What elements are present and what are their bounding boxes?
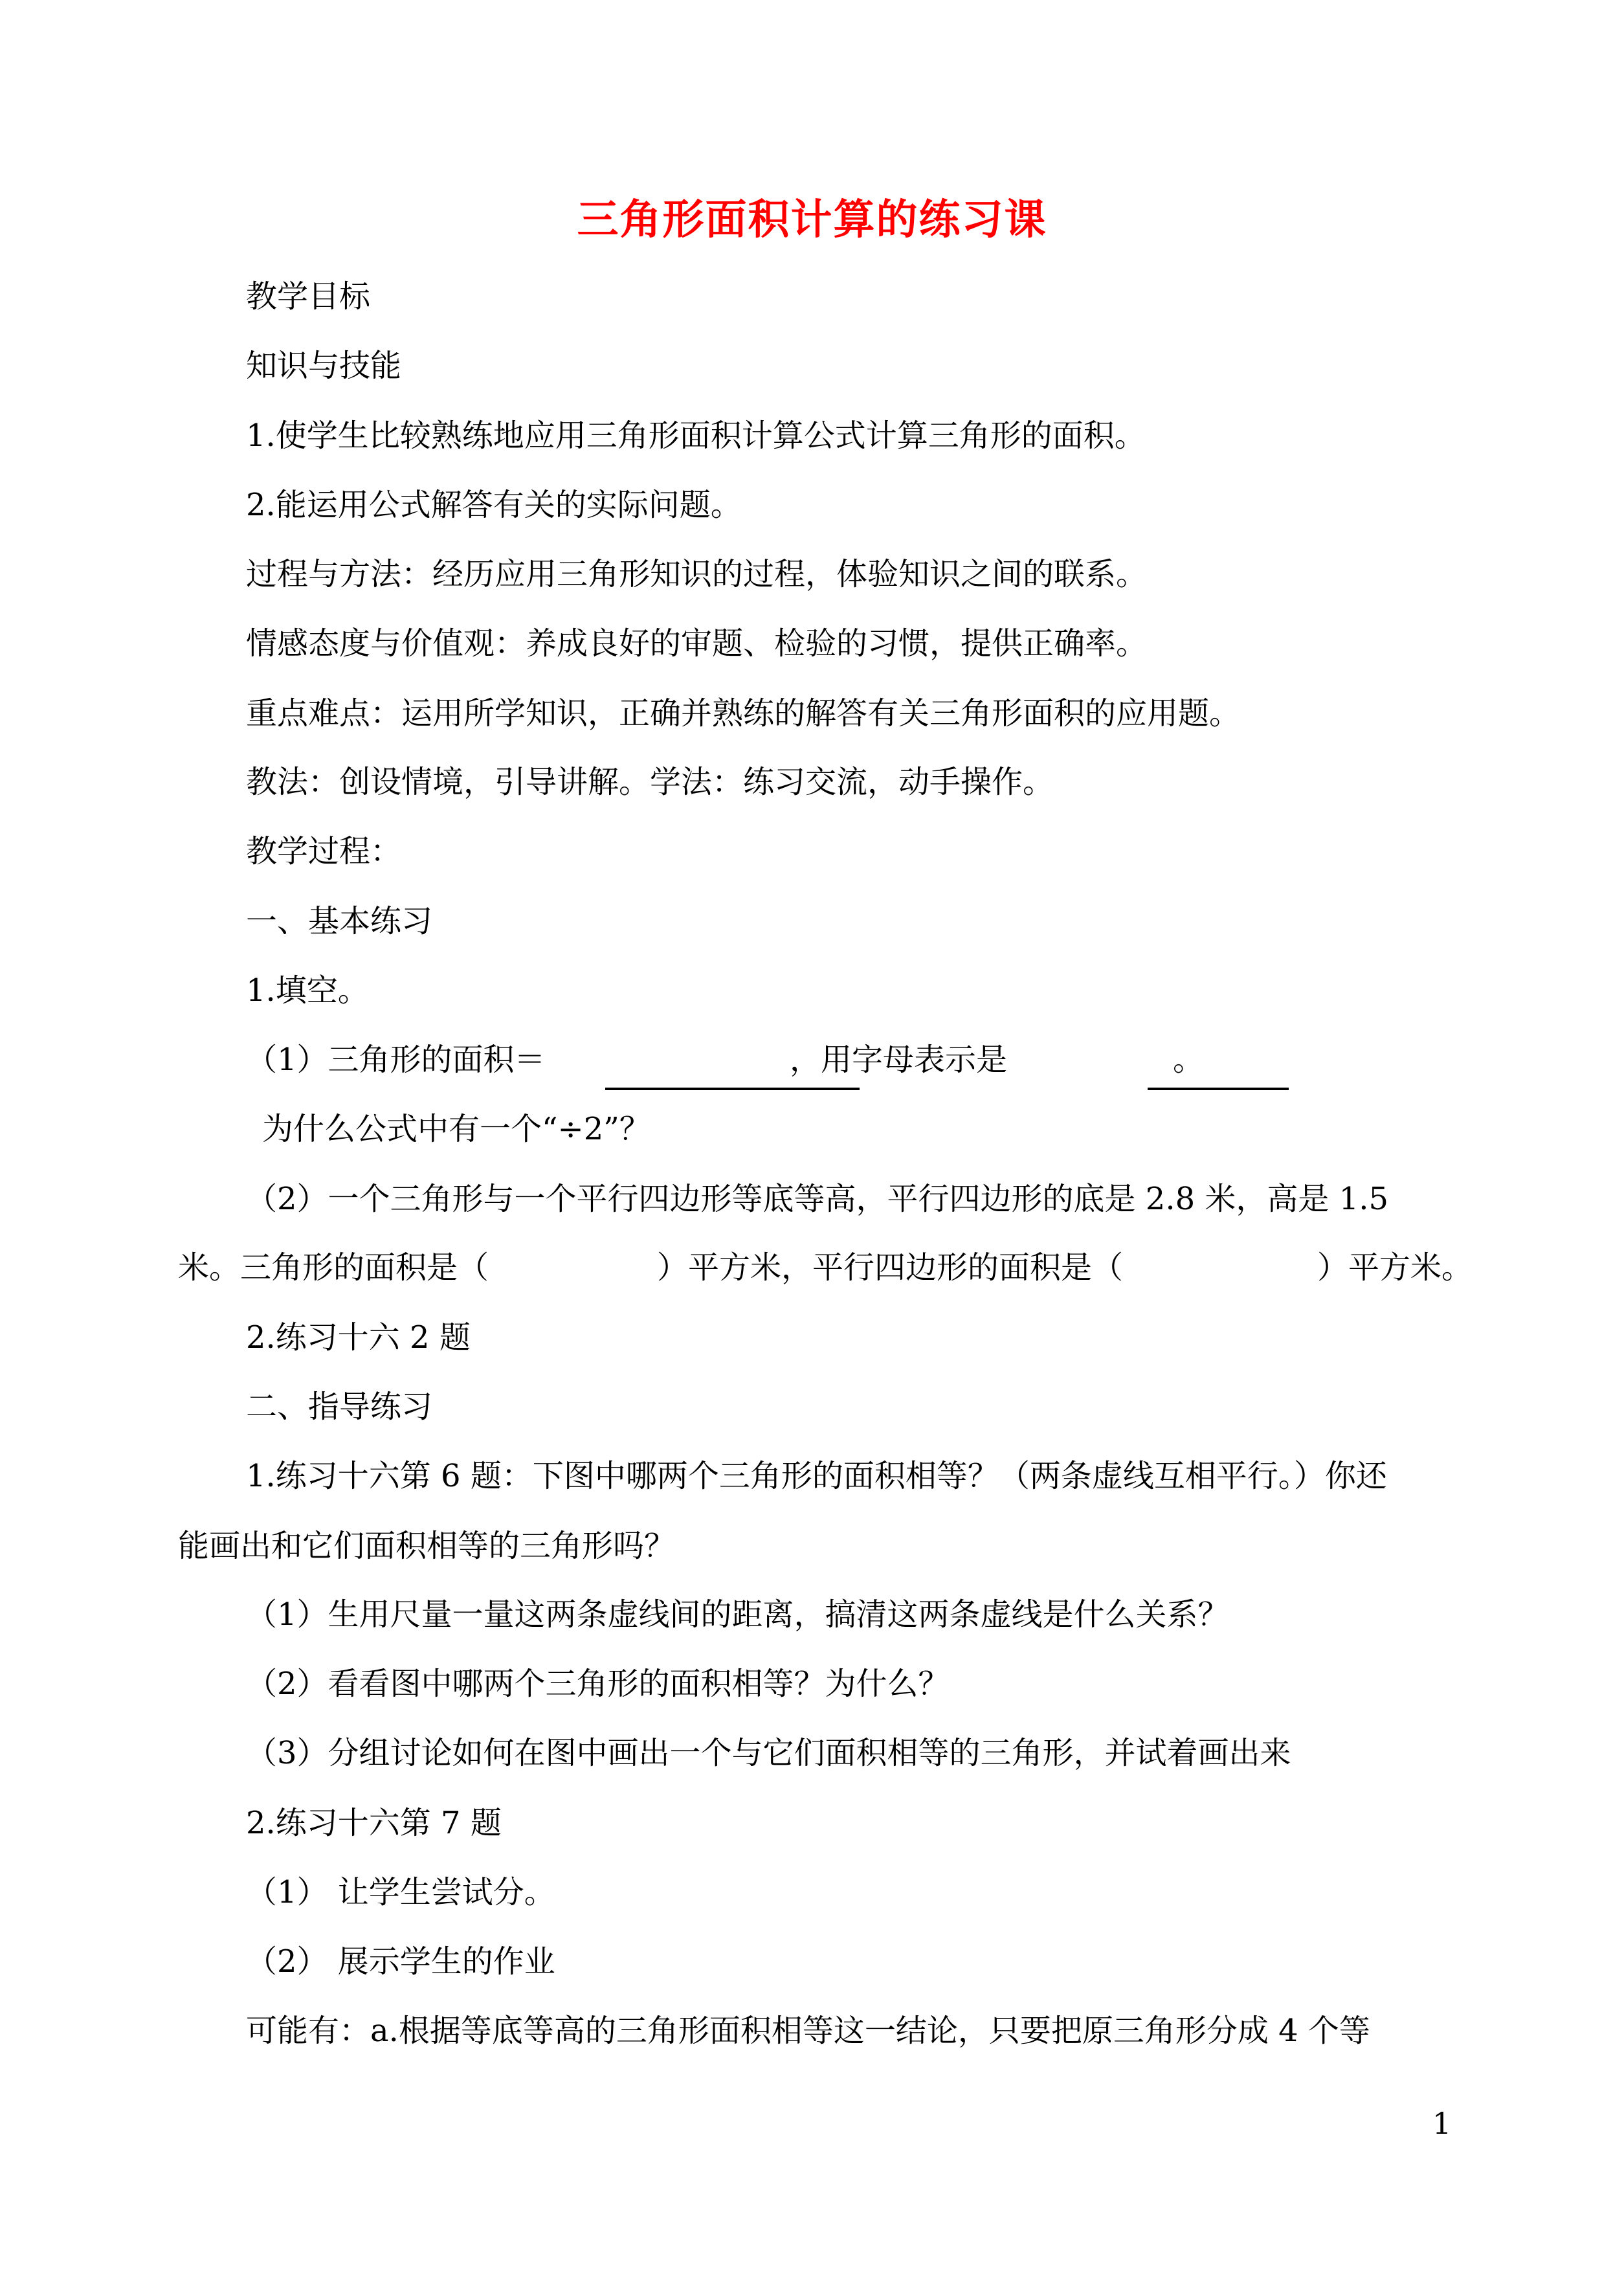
text-line: 知识与技能 <box>246 348 402 384</box>
section-heading: 一、基本练习 <box>246 903 433 939</box>
text-line: ）平方米，平行四边形的面积是（ <box>657 1249 1124 1286</box>
text-line: ，用字母表示是 <box>790 1042 1008 1078</box>
text-line: 1.练习十六第 6 题：下图中哪两个三角形的面积相等？（两条虚线互相平行。）你还 <box>246 1458 1387 1494</box>
text-line: 1.填空。 <box>246 972 369 1009</box>
text-line: 过程与方法：经历应用三角形知识的过程，体验知识之间的联系。 <box>246 556 1148 592</box>
text-line: 可能有：a.根据等底等高的三角形面积相等这一结论，只要把原三角形分成 4 个等 <box>246 2013 1370 2049</box>
text-line: 1.使学生比较熟练地应用三角形面积计算公式计算三角形的面积。 <box>246 418 1146 454</box>
fill-blank-question: （1）三角形的面积＝ <box>246 1042 546 1078</box>
text-line: 教法：创设情境，引导讲解。学法：练习交流，动手操作。 <box>246 764 1054 800</box>
text-line: （2）一个三角形与一个平行四边形等底等高，平行四边形的底是 2.8 米，高是 1.5 <box>246 1181 1388 1217</box>
text-line: （1）生用尺量一量这两条虚线间的距离，搞清这两条虚线是什么关系？ <box>246 1596 1229 1633</box>
text-line: 为什么公式中有一个“÷2”？ <box>262 1111 651 1147</box>
text-line: ）平方米。 <box>1317 1249 1473 1286</box>
text-line: （3）分组讨论如何在图中画出一个与它们面积相等的三角形，并试着画出来 <box>246 1735 1291 1771</box>
text-line: 2.练习十六第 7 题 <box>246 1805 502 1841</box>
section-heading: 二、指导练习 <box>246 1389 433 1425</box>
answer-blank <box>605 1088 860 1090</box>
text-line: （2）看看图中哪两个三角形的面积相等？为什么？ <box>246 1666 950 1702</box>
document-title: 三角形面积计算的练习课 <box>577 196 1047 244</box>
text-line: 米。三角形的面积是（ <box>178 1249 489 1286</box>
text-line: 能画出和它们面积相等的三角形吗？ <box>178 1528 676 1564</box>
text-line: 教学目标 <box>246 278 371 315</box>
text-line: 情感态度与价值观：养成良好的审题、检验的习惯，提供正确率。 <box>246 625 1148 662</box>
text-line: 。 <box>1173 1042 1205 1078</box>
text-line: 2.能运用公式解答有关的实际问题。 <box>246 487 742 523</box>
text-line: （2） 展示学生的作业 <box>246 1943 555 1980</box>
text-line: 教学过程： <box>246 833 402 869</box>
text-line: 2.练习十六 2 题 <box>246 1319 471 1356</box>
answer-blank <box>1148 1088 1289 1090</box>
text-line: 重点难点：运用所学知识，正确并熟练的解答有关三角形面积的应用题。 <box>246 695 1241 732</box>
page-number: 1 <box>1432 2106 1452 2141</box>
text-line: （1） 让学生尝试分。 <box>246 1874 555 1910</box>
